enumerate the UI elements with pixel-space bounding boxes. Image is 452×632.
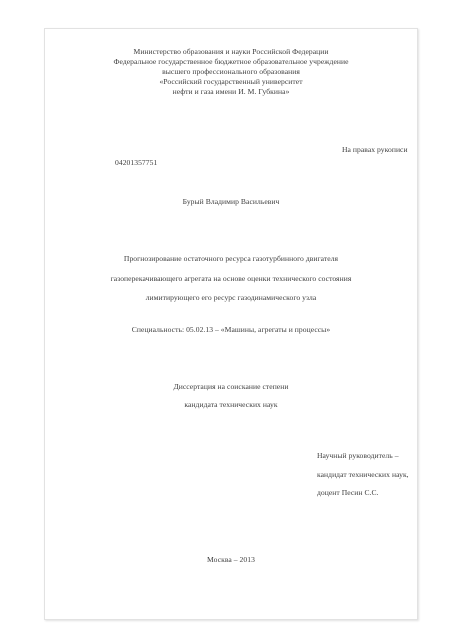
ministry-line-1: Министерство образования и науки Российской Федерации bbox=[133, 47, 329, 56]
dissertation-degree bbox=[45, 378, 417, 414]
dissertation-title bbox=[45, 249, 417, 308]
title-line-3: лимитирующего его ресурс газодинамического узла bbox=[145, 293, 317, 302]
title-line-1: Прогнозирование остаточного ресурса газотурбинного двигателя bbox=[123, 254, 339, 263]
supervisor-line-2: кандидат технических наук, bbox=[317, 469, 409, 479]
specialty-line: Специальность: 05.02.13 – «Машины, агрегаты и процессы» bbox=[131, 325, 331, 334]
title-line-2: газоперекачивающего агрегата на основе оценки технического состояния bbox=[110, 273, 352, 283]
supervisor-line-3: доцент Песин С.С. bbox=[317, 488, 379, 497]
author-name: Бурый Владимир Васильевич bbox=[182, 197, 280, 206]
ministry-line-4: «Российский государственный университет bbox=[159, 77, 303, 86]
ministry-line-5: нефти и газа имени И. М. Губкина» bbox=[172, 87, 290, 96]
ministry-line-2: Федеральное государственное бюджетное образовательное учреждение bbox=[113, 57, 349, 66]
manuscript-stamp: На правах рукописи bbox=[342, 145, 408, 154]
supervisor-line-1: Научный руководитель – bbox=[317, 451, 399, 460]
ministry-line-3: высшего профессионального образования bbox=[162, 67, 300, 76]
document-page bbox=[44, 28, 418, 620]
supervisor-block bbox=[317, 447, 409, 503]
degree-line-2: кандидата технических наук bbox=[184, 400, 278, 409]
document-code: 04201357751 bbox=[115, 158, 158, 167]
city-year: Москва – 2013 bbox=[207, 555, 255, 564]
degree-line-1: Диссертация на соискание степени bbox=[173, 382, 289, 391]
ministry-header bbox=[45, 47, 417, 97]
